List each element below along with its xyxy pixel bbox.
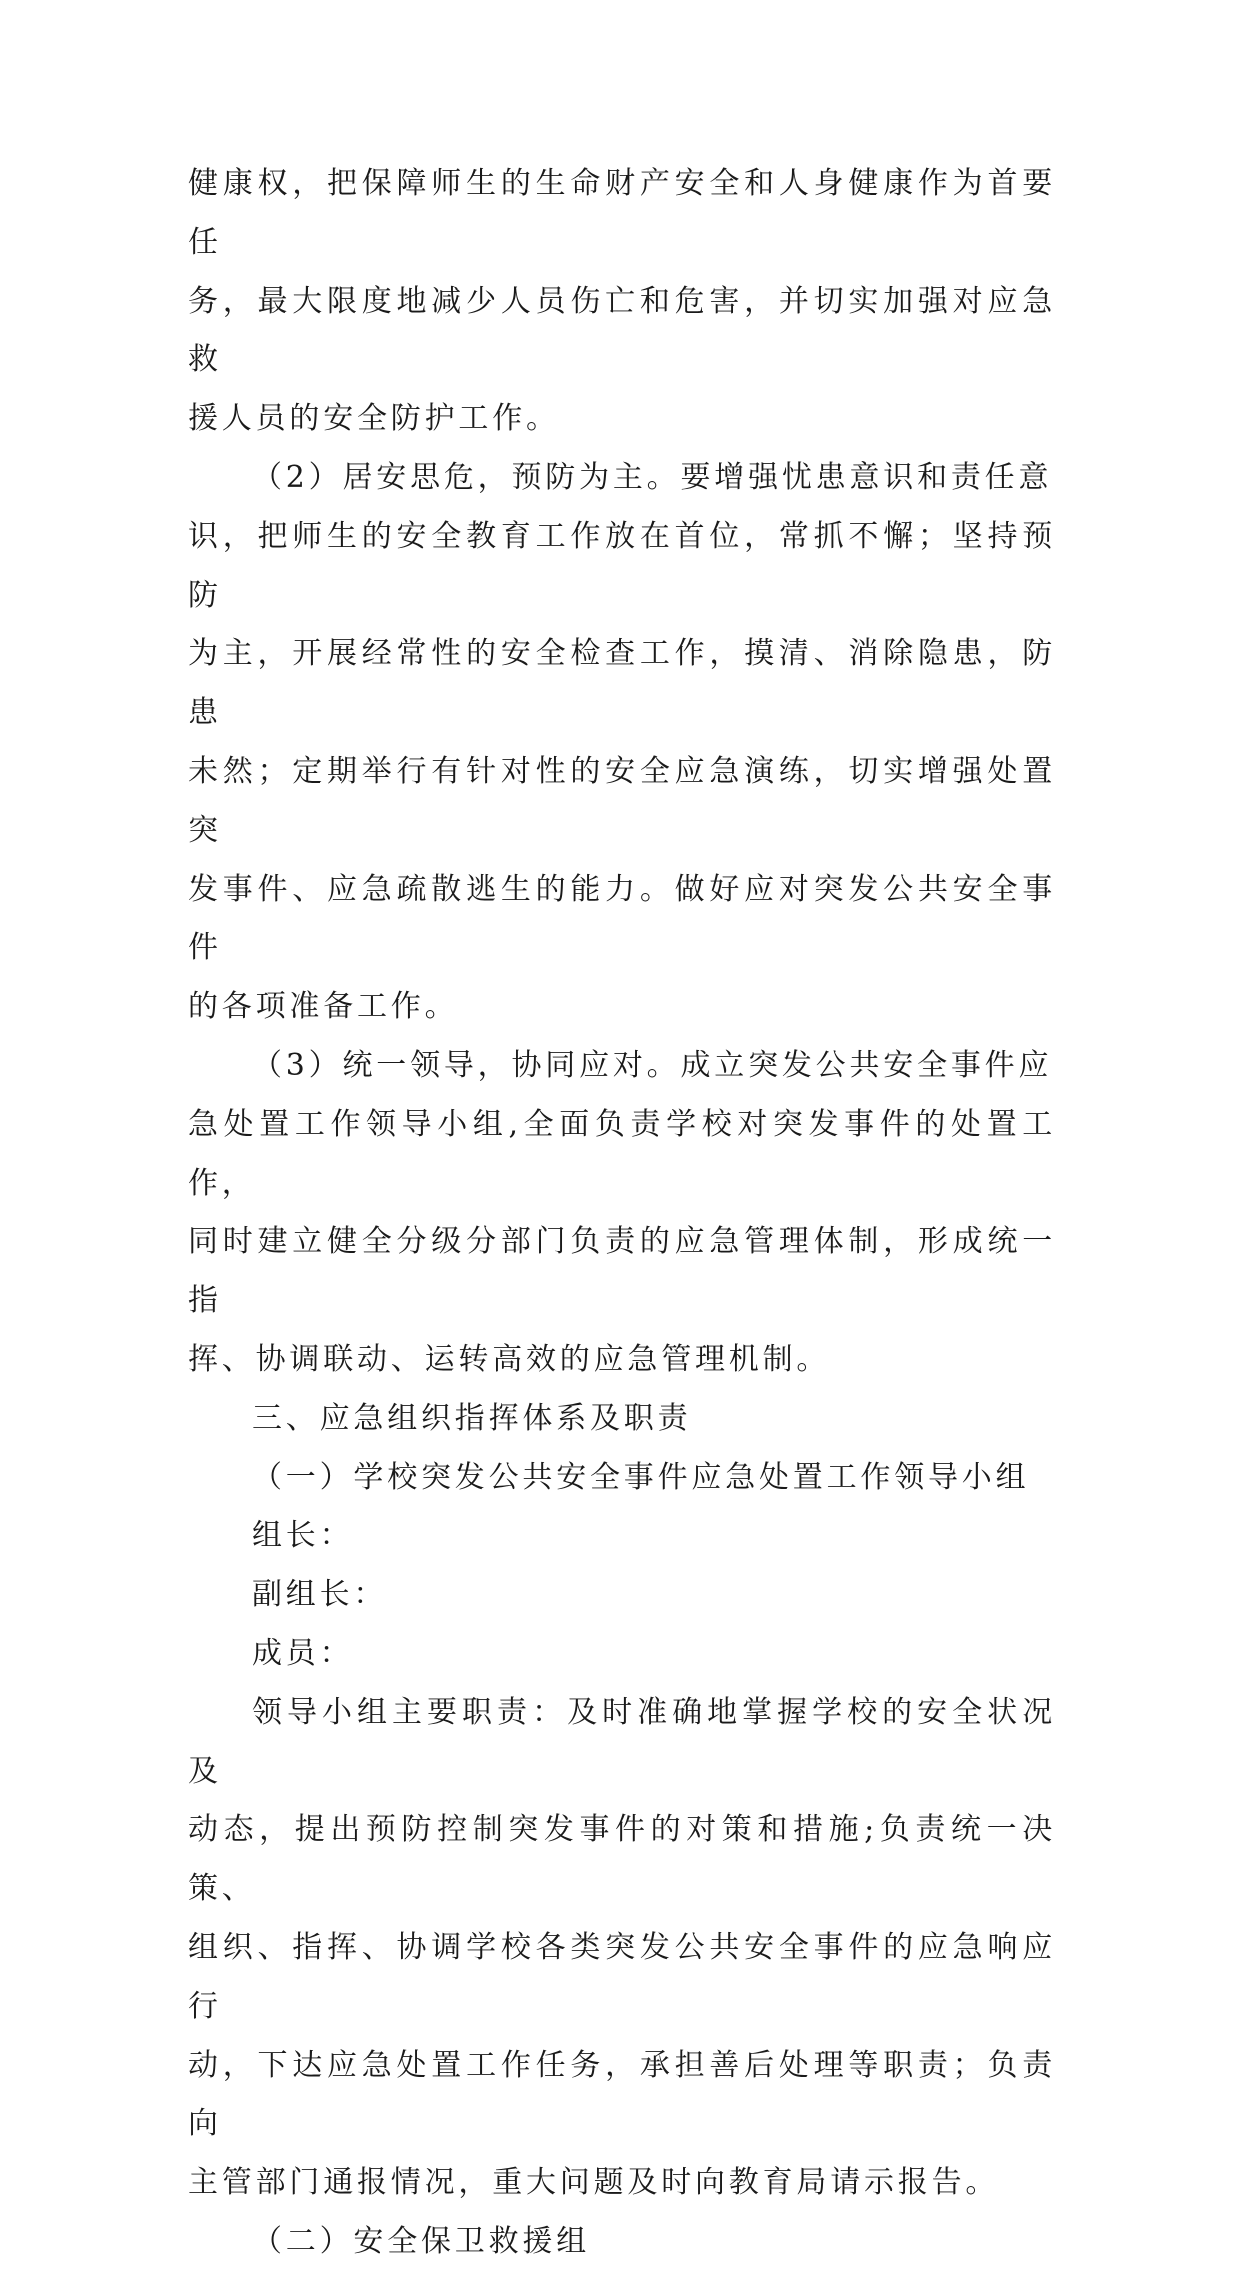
paragraph-leader-group-duties [188,1684,1056,2213]
text-line: 的各项准备工作。 [188,989,459,1025]
text-line: 组长： [252,1518,354,1554]
text-line: 组织、指挥、协调学校各类突发公共安全事件的应急响应行 [188,1929,1056,2024]
text-line: 动，下达应急处置工作任务，承担善后处理等职责；负责向 [188,2047,1056,2142]
subsection-heading-leader-group [188,1449,1056,1508]
field-members [188,1625,1056,1684]
text-line: 同时建立健全分级分部门负责的应急管理体制，形成统一指 [188,1224,1056,1319]
text-line: 动态，提出预防控制突发事件的对策和措施;负责统一决策、 [188,1812,1056,1907]
text-line: 援人员的安全防护工作。 [188,401,560,437]
paragraph-prevention-first [188,449,1056,1037]
text-line: 识，把师生的安全教育工作放在首位，常抓不懈；坚持预防 [188,518,1056,613]
section-heading-command-system [188,1390,1056,1449]
field-group-leader [188,1507,1056,1566]
text-line: 三、应急组织指挥体系及职责 [252,1400,692,1436]
text-line: 主管部门通报情况，重大问题及时向教育局请示报告。 [188,2165,1000,2201]
text-line: （二）安全保卫救援组 [252,2223,590,2259]
paragraph-unified-leadership [188,1037,1056,1390]
paragraph-life-safety-priority [188,155,1056,449]
text-line: （3）统一领导，协同应对。成立突发公共安全事件应 [252,1047,1053,1083]
document-body [188,155,1056,2272]
text-line: 成员： [252,1635,354,1671]
text-line: 急处置工作领导小组,全面负责学校对突发事件的处置工作， [188,1106,1056,1201]
text-line: （一）学校突发公共安全事件应急处置工作领导小组 [252,1459,1030,1495]
text-line: 副组长： [252,1577,388,1613]
text-line: 未然；定期举行有针对性的安全应急演练，切实增强处置突 [188,753,1056,848]
field-deputy-group-leader [188,1566,1056,1625]
text-line: 发事件、应急疏散逃生的能力。做好应对突发公共安全事件 [188,871,1056,966]
text-line: 健康权，把保障师生的生命财产安全和人身健康作为首要任 [188,166,1056,260]
text-line: 为主，开展经常性的安全检查工作，摸清、消除隐患，防患 [188,636,1056,731]
text-line: （2）居安思危，预防为主。要增强忧患意识和责任意 [252,459,1053,495]
text-line: 挥、协调联动、运转高效的应急管理机制。 [188,1341,831,1377]
subsection-heading-security-rescue [188,2213,1056,2272]
text-line: 务，最大限度地减少人员伤亡和危害，并切实加强对应急救 [188,283,1056,378]
text-line: 领导小组主要职责：及时准确地掌握学校的安全状况及 [188,1694,1056,1789]
